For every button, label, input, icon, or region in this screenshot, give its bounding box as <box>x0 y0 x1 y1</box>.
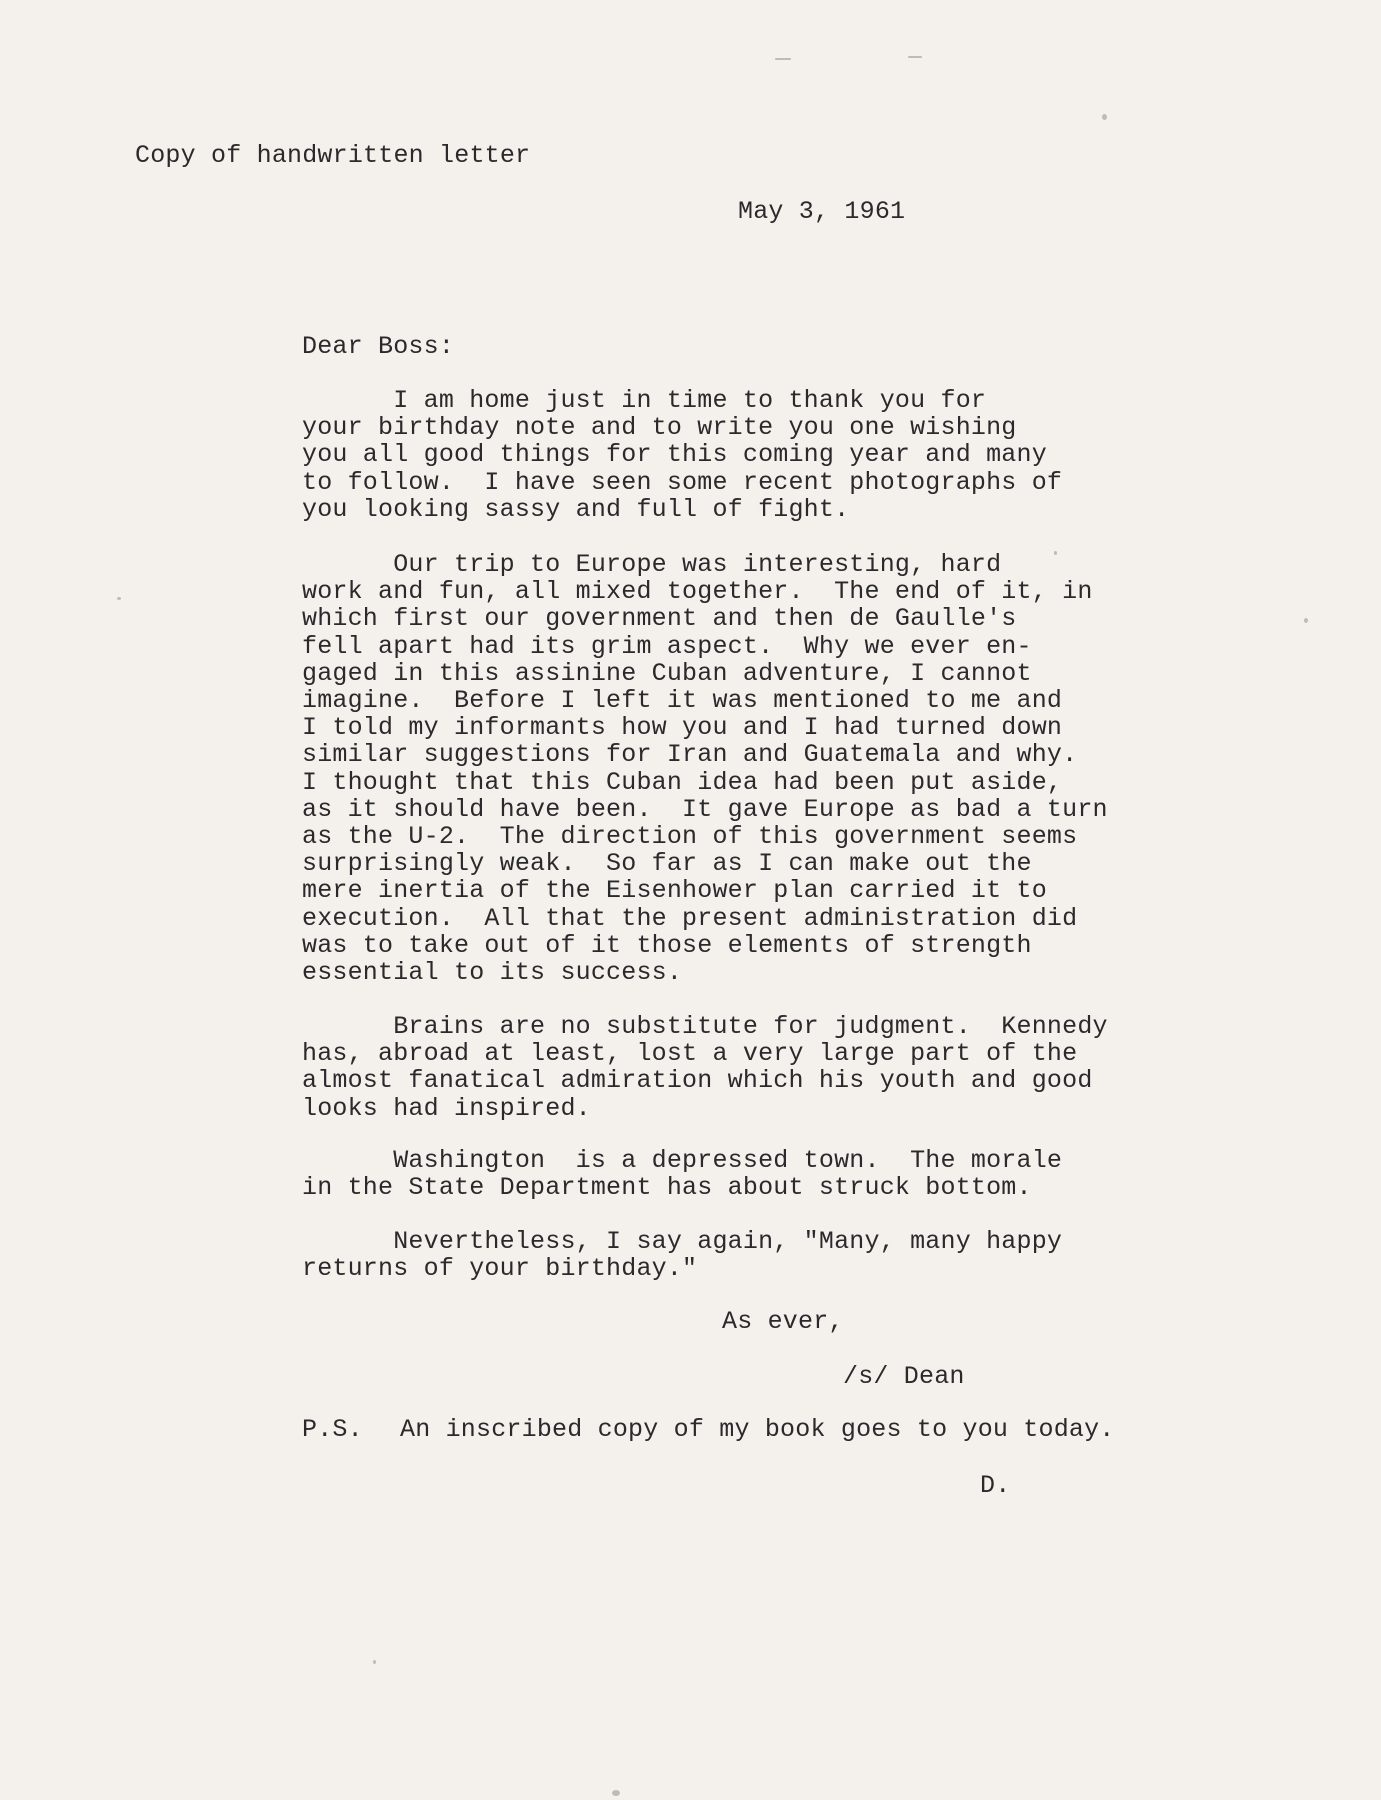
paragraph-line: Brains are no substitute for judgment. Kennedy <box>302 1012 1108 1041</box>
paragraph-line: imagine. Before I left it was mentioned to me and <box>302 686 1063 716</box>
postscript-label: P.S. <box>302 1415 363 1444</box>
paragraph-line: to follow. I have seen some recent photographs of <box>302 467 1063 497</box>
paragraph-5 <box>302 1228 1062 1282</box>
paper-speck <box>1054 551 1057 555</box>
paragraph-line: similar suggestions for Iran and Guatemala and why. <box>302 740 1078 770</box>
paragraph-line: your birthday note and to write you one wishing <box>302 413 1017 443</box>
paragraph-line: execution. All that the present administration did <box>302 903 1078 933</box>
paragraph-line: Washington is a depressed town. The morale <box>302 1146 1063 1175</box>
salutation: Dear Boss: <box>302 332 455 361</box>
paragraph-1 <box>302 387 1062 523</box>
paragraph-line: was to take out of it those elements of strength <box>302 930 1032 960</box>
paragraph-line: Nevertheless, I say again, "Many, many happy <box>302 1227 1063 1256</box>
paper-speck <box>612 1790 620 1796</box>
closing: As ever, <box>722 1307 844 1336</box>
paper-speck <box>775 58 791 60</box>
initial: D. <box>980 1471 1011 1500</box>
paragraph-line: has, abroad at least, lost a very large part of the <box>302 1039 1078 1069</box>
paragraph-line: returns of your birthday." <box>302 1254 698 1284</box>
paragraph-line: almost fanatical admiration which his youth and good <box>302 1066 1093 1096</box>
paragraph-line: I am home just in time to thank you for <box>302 386 987 415</box>
paragraph-line: looks had inspired. <box>302 1093 591 1123</box>
paragraph-line: I told my informants how you and I had turned down <box>302 713 1063 743</box>
paragraph-2 <box>302 551 1108 986</box>
paragraph-line: you looking sassy and full of fight. <box>302 494 850 524</box>
paragraph-line: work and fun, all mixed together. The end of it, in <box>302 577 1093 607</box>
paper-speck <box>1304 618 1308 623</box>
paper-speck <box>117 597 121 600</box>
paragraph-line: surprisingly weak. So far as I can make out the <box>302 849 1032 879</box>
signature: /s/ Dean <box>843 1362 965 1391</box>
header-note: Copy of handwritten letter <box>135 141 531 170</box>
paragraph-line: essential to its success. <box>302 958 683 988</box>
paragraph-line: Our trip to Europe was interesting, hard <box>302 550 1002 579</box>
postscript-text: An inscribed copy of my book goes to you today. <box>400 1415 1115 1444</box>
paragraph-line: mere inertia of the Eisenhower plan carried it to <box>302 876 1047 906</box>
paragraph-4 <box>302 1147 1062 1201</box>
letter-date: May 3, 1961 <box>738 197 906 226</box>
paragraph-line: as the U-2. The direction of this government seems <box>302 822 1078 852</box>
paragraph-line: fell apart had its grim aspect. Why we ever en- <box>302 631 1032 661</box>
paragraph-line: you all good things for this coming year and many <box>302 440 1047 470</box>
paragraph-line: as it should have been. It gave Europe as bad a turn <box>302 794 1108 824</box>
paper-speck <box>1102 114 1107 120</box>
paragraph-line: gaged in this assinine Cuban adventure, I cannot <box>302 658 1032 688</box>
paragraph-3 <box>302 1013 1108 1122</box>
paper-speck <box>373 1660 376 1664</box>
paragraph-line: in the State Department has about struck bottom. <box>302 1173 1032 1203</box>
paragraph-line: I thought that this Cuban idea had been put aside, <box>302 767 1063 797</box>
paper-speck <box>908 56 922 58</box>
paragraph-line: which first our government and then de Gaulle's <box>302 604 1017 634</box>
